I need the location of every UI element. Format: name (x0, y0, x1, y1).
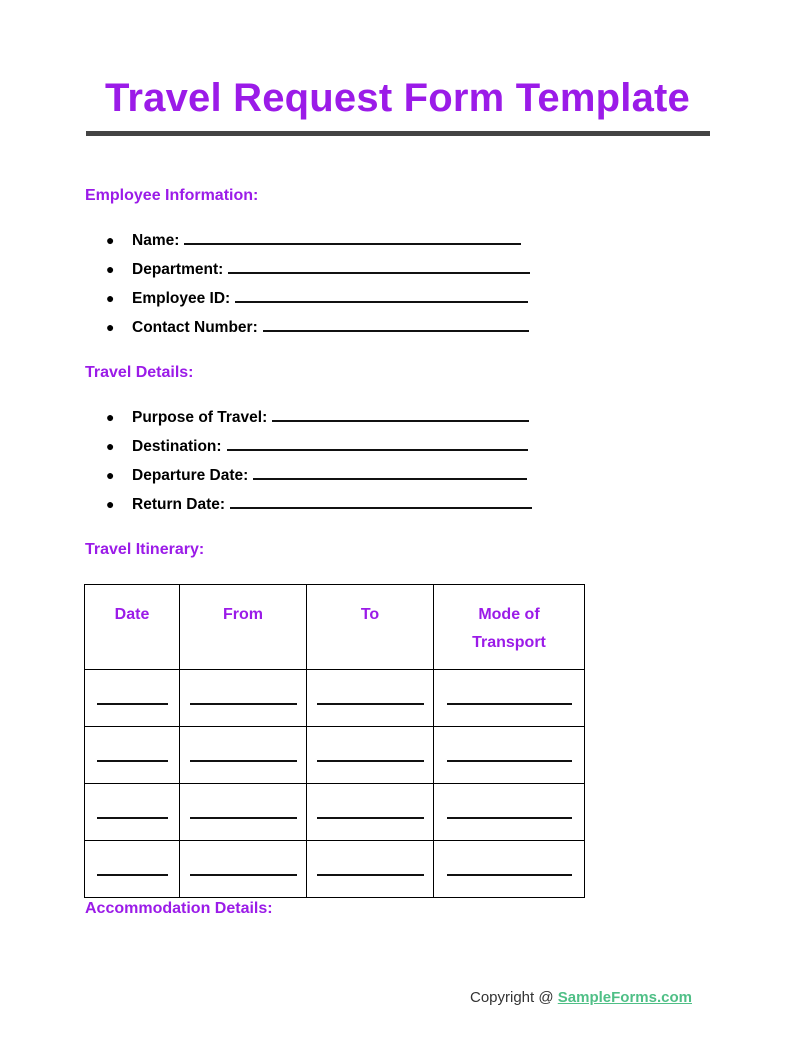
table-row (85, 670, 585, 727)
bullet-icon: ● (106, 261, 115, 277)
blank-line (447, 693, 572, 705)
table-header-row (85, 585, 585, 670)
blank-line (190, 864, 297, 876)
blank-line (447, 750, 572, 762)
travel-itinerary-heading: Travel Itinerary: (85, 541, 205, 558)
bullet-icon: ● (106, 496, 115, 512)
from-cell[interactable] (180, 670, 307, 727)
return-date-input-line[interactable] (230, 493, 532, 509)
field-label: Contact Number: (132, 319, 258, 336)
field-label: Employee ID: (132, 290, 231, 307)
column-header-mode-label: Mode of Transport (472, 606, 546, 651)
blank-line (447, 864, 572, 876)
from-cell[interactable] (180, 784, 307, 841)
to-cell[interactable] (307, 670, 434, 727)
department-field (104, 258, 530, 287)
bullet-icon: ● (106, 319, 115, 335)
purpose-input-line[interactable] (272, 406, 529, 422)
blank-line (317, 864, 424, 876)
employee-id-input-line[interactable] (235, 287, 528, 303)
accommodation-details-heading: Accommodation Details: (85, 900, 273, 917)
bullet-icon: ● (106, 438, 115, 454)
column-header-mode (434, 585, 585, 670)
field-label: Departure Date: (132, 467, 249, 484)
page-title: Travel Request Form Template (104, 76, 691, 120)
blank-line (317, 807, 424, 819)
blank-line (97, 864, 168, 876)
from-cell[interactable] (180, 727, 307, 784)
bullet-icon: ● (106, 290, 115, 306)
field-label: Name: (132, 232, 180, 249)
blank-line (190, 693, 297, 705)
contact-number-input-line[interactable] (263, 316, 529, 332)
to-cell[interactable] (307, 727, 434, 784)
purpose-field (104, 406, 532, 435)
date-cell[interactable] (85, 727, 180, 784)
blank-line (317, 750, 424, 762)
bullet-icon: ● (106, 232, 115, 248)
destination-field (104, 435, 532, 464)
column-header-from: From (180, 585, 307, 670)
name-field (104, 229, 530, 258)
copyright-footer (470, 988, 692, 1008)
travel-details-list (104, 406, 532, 522)
field-label: Purpose of Travel: (132, 409, 268, 426)
departure-date-input-line[interactable] (253, 464, 527, 480)
to-cell[interactable] (307, 841, 434, 898)
from-cell[interactable] (180, 841, 307, 898)
mode-cell[interactable] (434, 670, 585, 727)
mode-cell[interactable] (434, 784, 585, 841)
field-label: Department: (132, 261, 224, 278)
blank-line (317, 693, 424, 705)
blank-line (97, 750, 168, 762)
blank-line (97, 807, 168, 819)
date-cell[interactable] (85, 784, 180, 841)
field-label: Return Date: (132, 496, 226, 513)
travel-details-heading: Travel Details: (85, 364, 194, 381)
column-header-date: Date (85, 585, 180, 670)
mode-cell[interactable] (434, 727, 585, 784)
contact-number-field (104, 316, 530, 345)
employee-id-field (104, 287, 530, 316)
copyright-prefix: Copyright @ (470, 989, 558, 1006)
blank-line (190, 807, 297, 819)
destination-input-line[interactable] (227, 435, 528, 451)
table-row (85, 784, 585, 841)
return-date-field (104, 493, 532, 522)
table-row (85, 841, 585, 898)
department-input-line[interactable] (228, 258, 530, 274)
to-cell[interactable] (307, 784, 434, 841)
itinerary-table (84, 584, 585, 898)
table-row (85, 727, 585, 784)
departure-date-field (104, 464, 532, 493)
date-cell[interactable] (85, 670, 180, 727)
bullet-icon: ● (106, 409, 115, 425)
column-header-to: To (307, 585, 434, 670)
brand-link[interactable]: SampleForms.com (557, 989, 692, 1006)
blank-line (190, 750, 297, 762)
blank-line (97, 693, 168, 705)
field-label: Destination: (132, 438, 222, 455)
employee-info-heading: Employee Information: (85, 187, 259, 204)
name-input-line[interactable] (184, 229, 521, 245)
employee-info-list (104, 229, 530, 345)
date-cell[interactable] (85, 841, 180, 898)
blank-line (447, 807, 572, 819)
mode-cell[interactable] (434, 841, 585, 898)
title-divider (86, 131, 710, 136)
bullet-icon: ● (106, 467, 115, 483)
